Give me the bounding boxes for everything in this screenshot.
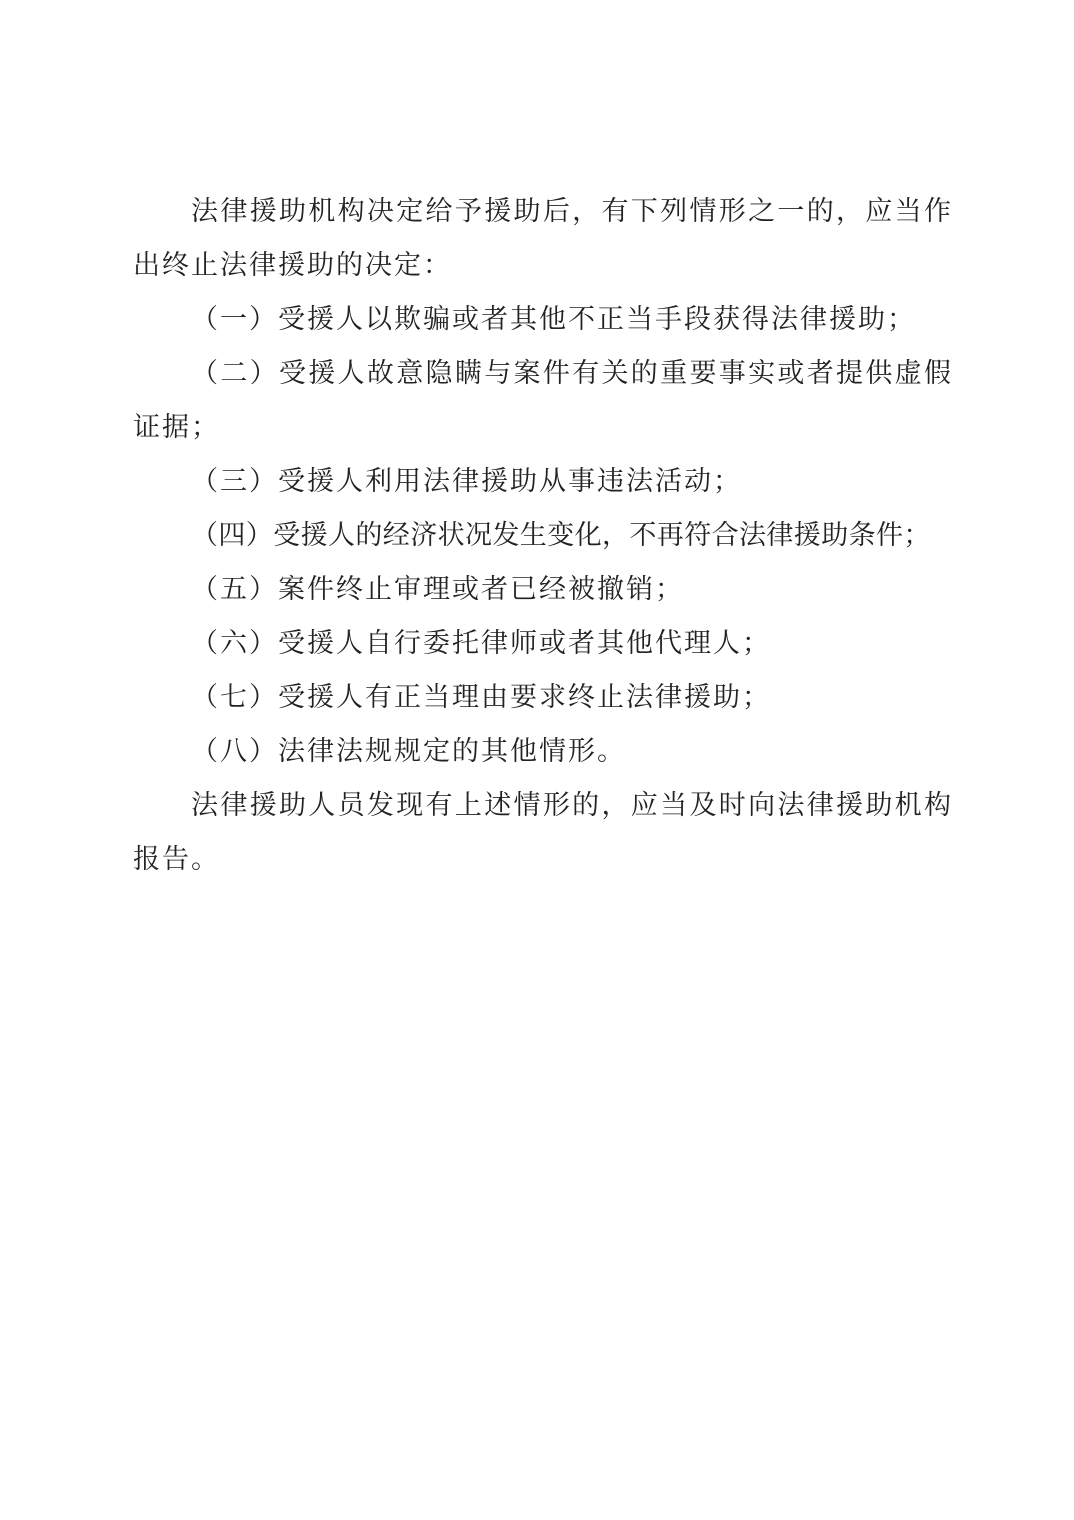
list-item-4: （四）受援人的经济状况发生变化，不再符合法律援助条件； [191,520,931,551]
paragraph-intro: 法律援助机构决定给予援助后，有下列情形之一的，应当作出终止法律援助的决定： [133,196,953,281]
paragraph-closing: 法律援助人员发现有上述情形的，应当及时向法律援助机构报告。 [133,790,953,875]
document-body [133,185,953,887]
list-item-8: （八）法律法规规定的其他情形。 [191,736,626,767]
list-item-6: （六）受援人自行委托律师或者其他代理人； [191,628,771,659]
list-item-2: （二）受援人故意隐瞒与案件有关的重要事实或者提供虚假证据； [133,358,953,443]
list-item-1: （一）受援人以欺骗或者其他不正当手段获得法律援助； [191,304,916,335]
list-item-7: （七）受援人有正当理由要求终止法律援助； [191,682,771,713]
list-item-5: （五）案件终止审理或者已经被撤销； [191,574,684,605]
list-item-3: （三）受援人利用法律援助从事违法活动； [191,466,742,497]
